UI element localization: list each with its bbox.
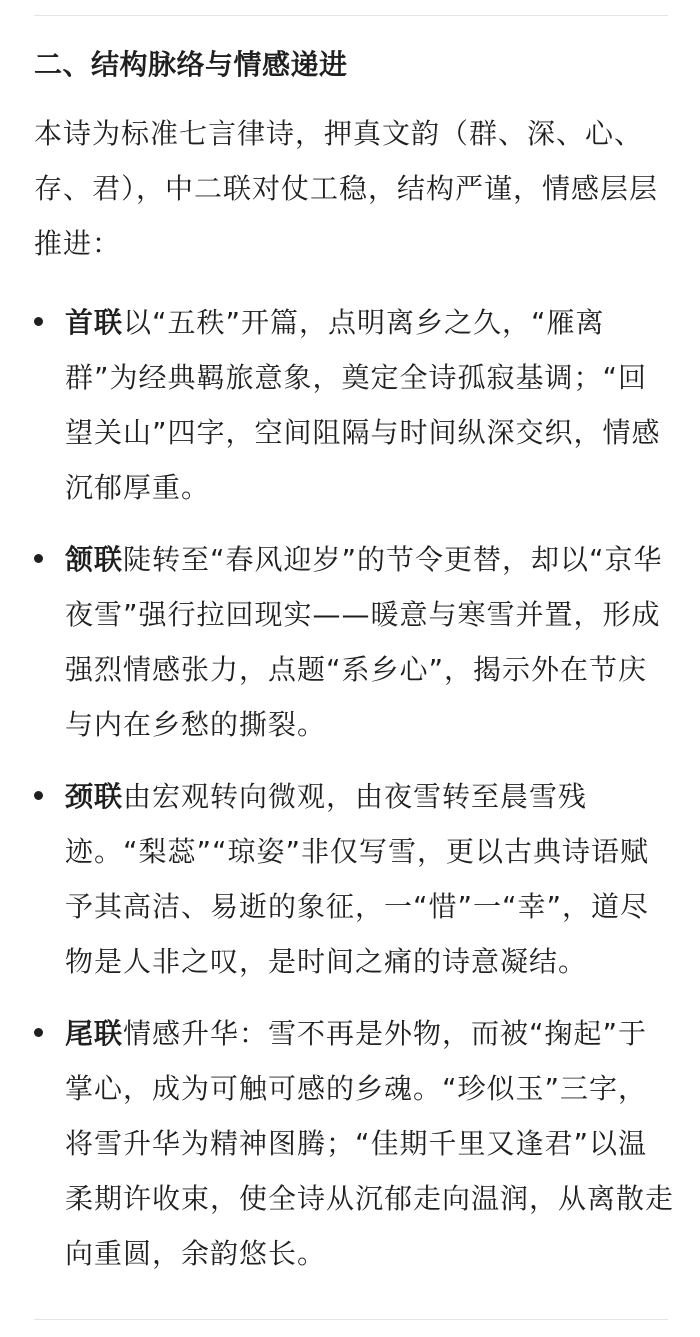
bullet-dot: [34, 1028, 43, 1037]
bullet-dot: [34, 791, 43, 800]
intro-paragraph: 本诗为标准七言律诗，押真文韵（群、深、心、存、君），中二联对仗工稳，结构严谨，情感层层推进：: [34, 117, 659, 260]
bottom-divider: [34, 1319, 668, 1320]
list-item-second-couplet: [34, 532, 674, 752]
bullet-dot: [34, 554, 43, 563]
couplet-analysis-list: [34, 295, 674, 1281]
article-section: [34, 36, 674, 1298]
list-item-text: 陡转至“春风迎岁”的节令更替，却以“京华夜雪”强行拉回现实——暖意与寒雪并置，形成强烈情感张力，点题“系乡心”，揭示外在节庆与内在乡愁的撕裂。: [65, 543, 663, 741]
list-item-text: 情感升华：雪不再是外物，而被“掬起”于掌心，成为可触可感的乡魂。“珍似玉”三字，将雪升华为精神图腾；“佳期千里又逢君”以温柔期许收束，使全诗从沉郁走向温润，从离散走向重圆，余韵悠长。: [65, 1017, 675, 1270]
list-item-third-couplet: [34, 769, 674, 989]
list-item-term: 颈联: [65, 780, 124, 813]
list-item-text: 以“五秩”开篇，点明离乡之久，“雁离群”为经典羁旅意象，奠定全诗孤寂基调；“回望关山”四字，空间阻隔与时间纵深交织，情感沉郁厚重。: [65, 306, 661, 504]
list-item-first-couplet: [34, 295, 674, 515]
list-item-term: 尾联: [65, 1017, 124, 1050]
list-item-term: 首联: [65, 306, 124, 339]
top-divider: [34, 15, 668, 16]
list-item-term: 颔联: [65, 543, 124, 576]
bullet-dot: [34, 317, 43, 326]
list-item-last-couplet: [34, 1006, 674, 1281]
list-item-text: 由宏观转向微观，由夜雪转至晨雪残迹。“梨蕊”“琼姿”非仅写雪，更以古典诗语赋予其高洁、易逝的象征，一“惜”一“幸”，道尽物是人非之叹，是时间之痛的诗意凝结。: [65, 780, 650, 978]
section-heading: 二、结构脉络与情感递进: [34, 48, 348, 81]
